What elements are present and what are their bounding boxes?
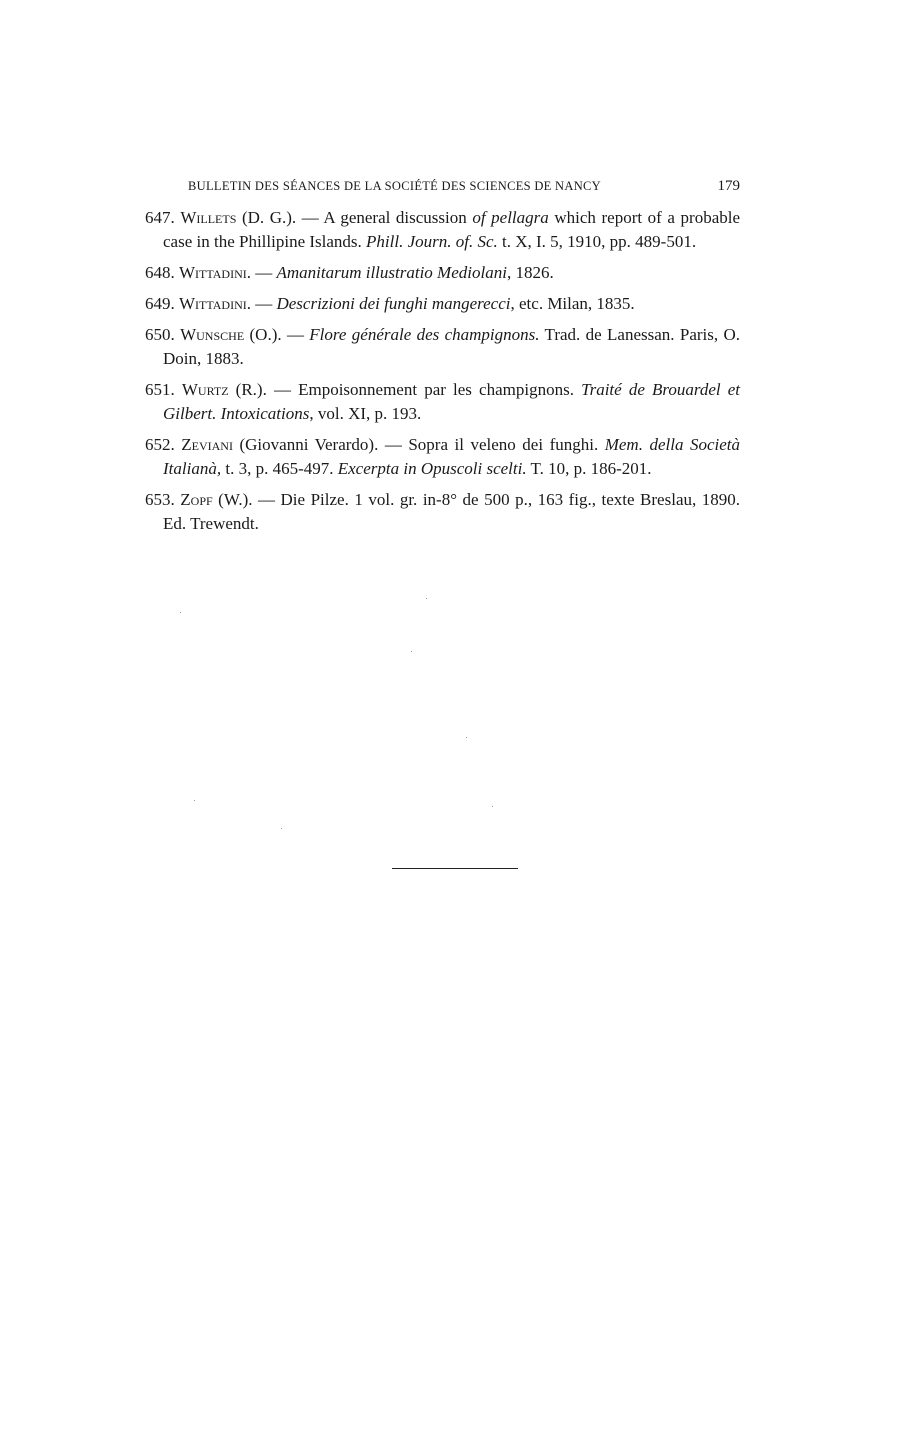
- entry-italic-text: Mem. della Società Italianà,: [163, 435, 740, 478]
- entry-text: (Giovanni Verardo). — Sopra il veleno dei funghi.: [232, 435, 605, 454]
- entry-number: 651.: [145, 380, 175, 399]
- entry-text: , vol. XI, p. 193.: [309, 404, 422, 423]
- entry-author: Willets: [180, 208, 237, 227]
- entry-author: Zeviani: [181, 435, 233, 454]
- page-number: 179: [717, 178, 740, 194]
- entry-text: t. X, I. 5, 1910, pp. 489-501.: [497, 232, 697, 251]
- bibliography-entry: [145, 488, 740, 536]
- entry-author: Wittadini: [179, 263, 247, 282]
- entry-italic-text: Traité de Brouardel et Gilbert. Intoxications: [163, 380, 741, 423]
- scan-speck: [426, 598, 427, 599]
- entry-text: which report of a probable case in the Phillipine Islands.: [163, 208, 741, 251]
- entry-author: Wurtz: [181, 380, 229, 399]
- scan-speck: [180, 612, 181, 613]
- entry-text: (D. G.). — A general discussion: [236, 208, 473, 227]
- scan-speck: [194, 800, 195, 801]
- entry-text: , etc. Milan, 1835.: [510, 294, 635, 313]
- entry-italic-text: Excerpta in Opuscoli scelti.: [337, 459, 527, 478]
- entry-number: 649.: [145, 294, 175, 313]
- entry-italic-text: Phill. Journ. of. Sc.: [366, 232, 498, 251]
- bibliography-entry: [145, 378, 740, 426]
- end-rule: [392, 868, 518, 869]
- running-header: [188, 178, 740, 195]
- scan-speck: [466, 737, 467, 738]
- entry-author: Wunsche: [180, 325, 245, 344]
- entry-author: Zopf: [180, 490, 213, 509]
- entry-text: (O.). —: [244, 325, 310, 344]
- entry-number: 652.: [145, 435, 175, 454]
- entry-text: Trad. de Lanessan. Paris, O. Doin, 1883.: [163, 325, 740, 368]
- bibliography-entry: [145, 433, 740, 481]
- bibliography-entry: [145, 261, 740, 285]
- entry-text: (R.). — Empoisonnement par les champignons.: [228, 380, 582, 399]
- scan-speck: [492, 806, 493, 807]
- entry-italic-text: Amanitarum illustratio Mediolani: [276, 263, 507, 282]
- scan-speck: [281, 828, 282, 829]
- bibliography-list: [145, 206, 740, 543]
- entry-author: Wittadini: [179, 294, 247, 313]
- entry-italic-text: Descrizioni dei funghi mangerecci: [276, 294, 511, 313]
- entry-number: 653.: [145, 490, 175, 509]
- entry-text: . —: [246, 263, 277, 282]
- entry-number: 647.: [145, 208, 175, 227]
- entry-text: . —: [246, 294, 277, 313]
- entry-text: (W.). — Die Pilze. 1 vol. gr. in-8° de 500 p., 163 fig., texte Breslau, 1890. Ed. Trewendt.: [163, 490, 740, 533]
- bibliography-entry: [145, 206, 740, 254]
- entry-italic-text: of pellagra: [472, 208, 549, 227]
- entry-text: t. 3, p. 465-497.: [221, 459, 338, 478]
- entry-number: 650.: [145, 325, 175, 344]
- entry-text: T. 10, p. 186-201.: [526, 459, 652, 478]
- bibliography-entry: [145, 323, 740, 371]
- bibliography-entry: [145, 292, 740, 316]
- running-title: BULLETIN DES SÉANCES DE LA SOCIÉTÉ DES SCIENCES DE NANCY: [188, 179, 601, 193]
- entry-italic-text: Flore générale des champignons.: [309, 325, 540, 344]
- scan-speck: [411, 651, 412, 652]
- entry-number: 648.: [145, 263, 175, 282]
- entry-text: , 1826.: [506, 263, 554, 282]
